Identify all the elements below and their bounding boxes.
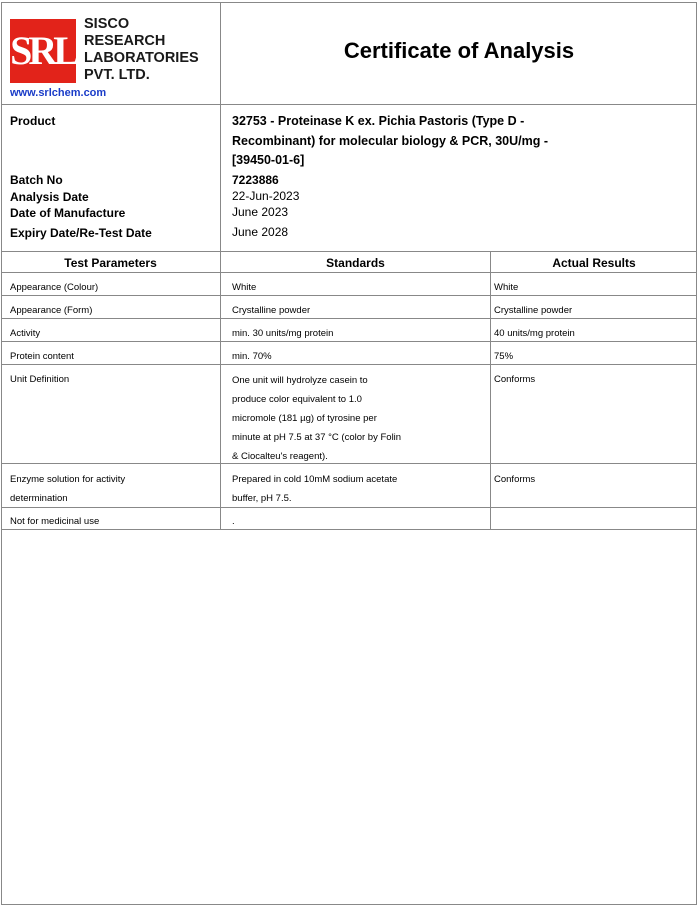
table-row-rule xyxy=(1,507,697,508)
col-header-results: Actual Results xyxy=(552,256,636,270)
table-cell-result: 75% xyxy=(494,351,514,362)
table-cell-standard: minute at pH 7.5 at 37 °C (color by Folin xyxy=(232,432,402,443)
info-divider xyxy=(220,105,221,251)
table-cell-result: White xyxy=(494,282,519,293)
table-row-rule xyxy=(1,318,697,319)
table-cell-standard: Crystalline powder xyxy=(232,305,311,316)
table-bottom-rule xyxy=(1,529,697,530)
product-name xyxy=(232,112,652,171)
table-cell-standard: micromole (181 µg) of tyrosine per xyxy=(232,413,377,424)
table-cell-param: Appearance (Form) xyxy=(10,305,93,316)
table-cell-param: Activity xyxy=(10,328,41,339)
table-row-rule xyxy=(1,295,697,296)
table-col-divider xyxy=(490,252,491,529)
table-cell-standard: buffer, pH 7.5. xyxy=(232,493,292,504)
table-cell-param: Appearance (Colour) xyxy=(10,282,99,293)
table-row-rule xyxy=(1,364,697,365)
expiry-date-label: Expiry Date/Re-Test Date xyxy=(10,226,152,240)
header-bottom-rule xyxy=(1,104,697,105)
table-cell-standard: & Ciocalteu's reagent). xyxy=(232,451,328,462)
info-bottom-rule xyxy=(1,251,697,252)
analysis-date-label: Analysis Date xyxy=(10,190,89,204)
table-header-rule xyxy=(1,272,697,273)
header-divider xyxy=(220,2,221,105)
batch-value: 7223886 xyxy=(232,173,279,187)
srl-logo-text: SRL xyxy=(10,28,76,73)
col-header-parameters: Test Parameters xyxy=(64,256,157,270)
website-link[interactable]: www.srlchem.com xyxy=(10,87,107,99)
company-name-line-4: PVT. LTD. xyxy=(84,67,150,83)
table-cell-standard: Prepared in cold 10mM sodium acetate xyxy=(232,474,398,485)
table-cell-param: Unit Definition xyxy=(10,374,70,385)
col-header-standards: Standards xyxy=(326,256,385,270)
table-cell-standard: min. 70% xyxy=(232,351,272,362)
batch-label: Batch No xyxy=(10,173,63,187)
product-name-line: 32753 - Proteinase K ex. Pichia Pastoris (Type D - xyxy=(232,114,525,128)
table-cell-standard: produce color equivalent to 1.0 xyxy=(232,394,362,405)
table-cell-standard: One unit will hydrolyze casein to xyxy=(232,375,368,386)
table-cell-result: Conforms xyxy=(494,474,536,485)
table-cell-result: 40 units/mg protein xyxy=(494,328,575,339)
manufacture-date-value: June 2023 xyxy=(232,205,289,219)
page-title: Certificate of Analysis xyxy=(343,38,575,63)
company-name-line-3: LABORATORIES xyxy=(84,50,199,66)
table-cell-standard: . xyxy=(232,516,235,527)
table-cell-result: Conforms xyxy=(494,374,536,385)
analysis-date-value: 22-Jun-2023 xyxy=(232,189,300,203)
table-cell-standard: min. 30 units/mg protein xyxy=(232,328,334,339)
manufacture-date-label: Date of Manufacture xyxy=(10,206,126,220)
company-name-line-2: RESEARCH xyxy=(84,33,166,49)
expiry-date-value: June 2028 xyxy=(232,225,289,239)
product-label: Product xyxy=(10,114,56,128)
table-cell-param: Protein content xyxy=(10,351,74,362)
table-cell-result: Crystalline powder xyxy=(494,305,573,316)
product-name-line: Recombinant) for molecular biology & PCR, 30U/mg - xyxy=(232,133,549,148)
table-row-rule xyxy=(1,341,697,342)
table-cell-param: Enzyme solution for activity xyxy=(10,474,126,485)
table-cell-param: determination xyxy=(10,493,68,504)
table-cell-param: Not for medicinal use xyxy=(10,516,100,527)
table-row-rule xyxy=(1,463,697,464)
table-cell-standard: White xyxy=(232,282,257,293)
company-name-line-1: SISCO xyxy=(84,16,130,32)
table-col-divider xyxy=(220,252,221,529)
product-name-line: [39450-01-6] xyxy=(232,153,305,167)
